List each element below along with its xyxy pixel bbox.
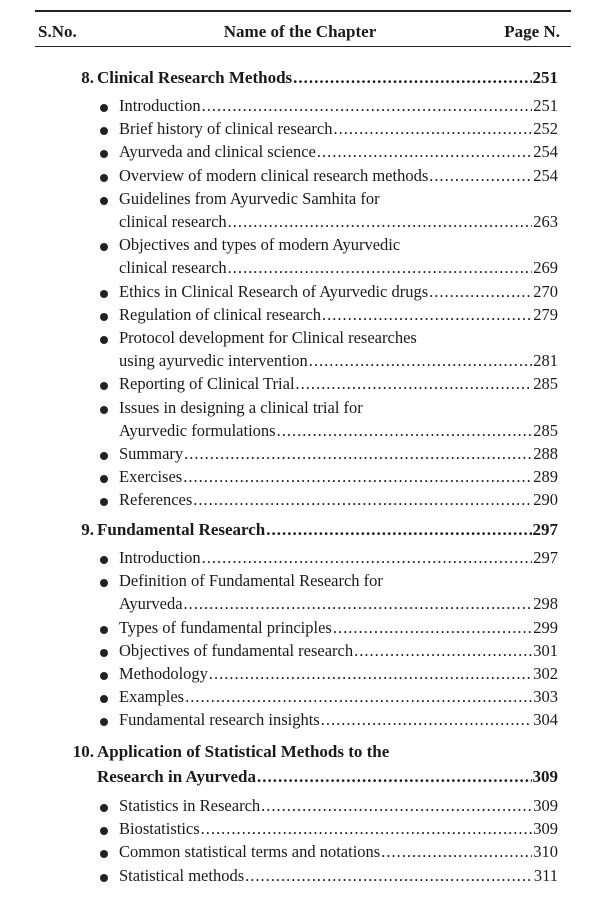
toc-entry-line[interactable] <box>119 641 558 661</box>
toc-entry[interactable] <box>0 618 600 641</box>
toc-entry-line[interactable] <box>119 710 558 730</box>
toc-entry-text: Statistical methods <box>119 865 245 885</box>
toc-entry-text: clinical research <box>119 212 227 231</box>
toc-entry[interactable] <box>0 398 600 421</box>
leader-dots <box>317 142 532 162</box>
toc-entry-text: Definition of Fundamental Research for <box>119 571 383 591</box>
toc-entry-page: 279 <box>533 304 558 324</box>
leader-dots <box>266 520 531 540</box>
leader-dots <box>261 796 532 816</box>
toc-entry-line[interactable] <box>119 258 558 278</box>
toc-entry-text: Overview of modern clinical research methods <box>119 165 429 185</box>
toc-entry-page: 251 <box>533 96 558 115</box>
rule-top <box>35 10 571 12</box>
toc-entry-text: Ayurveda and clinical science <box>119 142 316 162</box>
bullet-icon <box>100 336 108 344</box>
chapter-title[interactable] <box>97 68 558 88</box>
toc-entry[interactable] <box>0 212 600 235</box>
bullet-icon <box>100 313 108 321</box>
toc-entry[interactable] <box>0 819 600 842</box>
toc-entry-line[interactable] <box>119 189 558 209</box>
toc-entry-text: Issues in designing a clinical trial for <box>119 397 363 417</box>
chapter-page-number: 251 <box>532 68 558 87</box>
leader-dots <box>202 96 533 116</box>
bullet-icon <box>100 695 108 703</box>
bullet-icon <box>100 626 108 634</box>
toc-entry[interactable] <box>0 467 600 490</box>
leader-dots <box>322 305 532 325</box>
toc-entry-text: Ethics in Clinical Research of Ayurvedic drugs <box>119 281 429 301</box>
toc-entry-page: 288 <box>533 444 558 463</box>
toc-entry-line[interactable] <box>119 467 558 487</box>
toc-entry[interactable] <box>0 374 600 397</box>
toc-entry[interactable] <box>0 594 600 617</box>
bullet-icon <box>100 718 108 726</box>
leader-dots <box>429 282 532 302</box>
toc-entry-page: 285 <box>533 420 558 440</box>
toc-entry-page: 289 <box>533 467 558 487</box>
toc-entry-page: 270 <box>533 281 558 301</box>
chapter-title[interactable] <box>97 520 558 540</box>
bullet-icon <box>100 406 108 414</box>
leader-dots <box>354 641 532 661</box>
toc-entry-text: Guidelines from Ayurvedic Samhita for <box>119 188 380 208</box>
toc-entry-text: Exercises <box>119 467 183 487</box>
toc-entry-page: 285 <box>533 374 558 394</box>
bullet-icon <box>100 104 108 112</box>
toc-entry-page: 298 <box>533 594 558 614</box>
bullet-icon <box>100 174 108 182</box>
toc-entry-line[interactable] <box>119 421 558 441</box>
toc-entry[interactable] <box>0 96 600 119</box>
toc-entry-line[interactable] <box>119 664 558 684</box>
toc-entry-line[interactable] <box>119 796 558 816</box>
toc-entry-text: using ayurvedic intervention <box>119 351 308 371</box>
toc-entry[interactable] <box>0 866 600 889</box>
toc-entry-page: 304 <box>533 710 558 730</box>
bullet-icon <box>100 243 108 251</box>
bullet-icon <box>100 804 108 812</box>
toc-entry-line[interactable] <box>119 571 558 591</box>
bullet-icon <box>100 649 108 657</box>
leader-dots <box>209 664 532 684</box>
toc-entry-line[interactable] <box>119 866 558 886</box>
leader-dots <box>293 68 531 88</box>
bullet-icon <box>100 290 108 298</box>
toc-entry-text: Reporting of Clinical Trial <box>119 374 295 394</box>
chapter-title-text: Fundamental Research <box>97 520 266 539</box>
toc-entry[interactable] <box>0 796 600 819</box>
toc-entry-line[interactable] <box>119 282 558 302</box>
toc-entry-page: 254 <box>533 142 558 162</box>
chapter-page-number: 309 <box>532 767 558 786</box>
toc-entry[interactable] <box>0 490 600 513</box>
toc-entry-page: 281 <box>533 351 558 371</box>
toc-entry-page: 311 <box>533 865 558 885</box>
leader-dots <box>184 594 533 614</box>
leader-dots <box>321 710 533 730</box>
leader-dots <box>183 467 532 487</box>
toc-entry[interactable] <box>0 641 600 664</box>
chapter-number-text: 10. <box>72 742 94 761</box>
header-page: Page N. <box>504 22 560 41</box>
toc-entry-page: 302 <box>533 664 558 683</box>
toc-entry[interactable] <box>0 548 600 571</box>
leader-dots <box>309 351 532 371</box>
toc-entry-line[interactable] <box>119 142 558 162</box>
bullet-icon <box>100 127 108 135</box>
toc-entry-page: 254 <box>533 165 558 185</box>
bullet-icon <box>100 874 108 882</box>
toc-entry-line[interactable] <box>119 374 558 394</box>
toc-entry-line[interactable] <box>119 687 558 707</box>
chapter-title[interactable] <box>97 767 558 787</box>
toc-entry[interactable] <box>0 351 600 374</box>
leader-dots <box>184 444 532 464</box>
toc-entry[interactable] <box>0 842 600 865</box>
toc-entry-text: Brief history of clinical research <box>119 119 333 139</box>
leader-dots <box>185 687 532 707</box>
toc-entry-text: Objectives and types of modern Ayurvedic <box>119 235 401 255</box>
toc-entry-line[interactable] <box>119 819 558 839</box>
toc-entry-text: clinical research <box>119 258 227 278</box>
toc-entry[interactable] <box>0 571 600 594</box>
toc-entry-line[interactable] <box>119 351 558 371</box>
toc-entry-line[interactable] <box>119 235 558 255</box>
toc-entry-line[interactable] <box>119 444 558 464</box>
leader-dots <box>257 767 532 787</box>
toc-entry-text: Types of fundamental principles <box>119 617 332 637</box>
bullet-icon <box>100 382 108 390</box>
toc-entry[interactable] <box>0 421 600 444</box>
bullet-icon <box>100 197 108 205</box>
toc-entry-line[interactable] <box>119 119 558 139</box>
toc-entry-line[interactable] <box>119 328 558 348</box>
header-sno: S.No. <box>38 22 77 41</box>
toc-entry-text: Introduction <box>119 96 201 115</box>
toc-entry-page: 263 <box>533 212 558 231</box>
leader-dots <box>296 374 533 394</box>
bullet-icon <box>100 827 108 835</box>
toc-entry-page: 299 <box>533 617 558 637</box>
toc-entry-line[interactable] <box>119 398 558 418</box>
leader-dots <box>202 548 533 568</box>
toc-entry[interactable] <box>0 305 600 328</box>
toc-entry-text: Ayurvedic formulations <box>119 420 276 440</box>
bullet-icon <box>100 452 108 460</box>
leader-dots <box>201 819 533 839</box>
toc-entry[interactable] <box>0 687 600 710</box>
leader-dots <box>228 212 533 232</box>
toc-entry-line[interactable] <box>119 842 558 862</box>
toc-entry[interactable] <box>0 166 600 189</box>
toc-entry-text: Statistics in Research <box>119 796 261 815</box>
leader-dots <box>429 166 532 186</box>
toc-entry[interactable] <box>0 444 600 467</box>
toc-entry-text: Protocol development for Clinical researches <box>119 328 417 347</box>
toc-entry-page: 290 <box>533 490 558 510</box>
chapter-page-number: 297 <box>532 520 558 539</box>
toc-entry-text: Introduction <box>119 548 201 567</box>
leader-dots <box>277 421 533 441</box>
toc-entry-line[interactable] <box>119 166 558 186</box>
toc-entry[interactable] <box>0 119 600 142</box>
toc-entry-text: Biostatistics <box>119 819 200 839</box>
toc-entry-line[interactable] <box>119 96 558 116</box>
toc-entry[interactable] <box>0 710 600 733</box>
toc-entry-page: 303 <box>533 687 558 707</box>
leader-dots <box>381 842 532 862</box>
toc-entry[interactable] <box>0 664 600 687</box>
leader-dots <box>334 119 533 139</box>
toc-entry-text: References <box>119 490 193 510</box>
rule-header-bottom <box>35 46 571 47</box>
toc-entry-line[interactable] <box>119 490 558 510</box>
toc-entry-text: Fundamental research insights <box>119 710 320 730</box>
chapter-title-text: Application of Statistical Methods to the <box>97 742 390 761</box>
toc-entry-text: Common statistical terms and notations <box>119 842 381 862</box>
leader-dots <box>193 490 532 510</box>
toc-entry-text: Summary <box>119 444 184 463</box>
bullet-icon <box>100 672 108 680</box>
toc-entry[interactable] <box>0 235 600 258</box>
bullet-icon <box>100 850 108 858</box>
toc-entry-page: 297 <box>533 548 558 567</box>
leader-dots <box>228 258 533 278</box>
leader-dots <box>245 866 533 886</box>
toc-entry-line[interactable] <box>119 594 558 614</box>
chapter-number-text: 9. <box>81 520 94 539</box>
chapter-number-text: 8. <box>81 68 94 87</box>
chapter-title-text: Clinical Research Methods <box>97 68 293 87</box>
toc-entry[interactable] <box>0 142 600 165</box>
bullet-icon <box>100 556 108 564</box>
bullet-icon <box>100 579 108 587</box>
toc-entry[interactable] <box>0 282 600 305</box>
toc-entry-page: 309 <box>533 819 558 839</box>
toc-entry-page: 269 <box>533 258 558 278</box>
toc-entry-text: Ayurveda <box>119 594 183 614</box>
toc-entry-page: 252 <box>533 119 558 139</box>
toc-entry-text: Regulation of clinical research <box>119 304 322 324</box>
leader-dots <box>333 618 532 638</box>
toc-entry-line[interactable] <box>119 305 558 325</box>
toc-entry-page: 310 <box>533 842 558 862</box>
toc-entry-line[interactable] <box>119 618 558 638</box>
toc-entry[interactable] <box>0 328 600 351</box>
bullet-icon <box>100 498 108 506</box>
toc-entry-line[interactable] <box>119 548 558 568</box>
toc-entry-text: Methodology <box>119 664 208 683</box>
toc-entry-text: Objectives of fundamental research <box>119 640 354 660</box>
toc-entry[interactable] <box>0 189 600 212</box>
toc-entry-line[interactable] <box>119 212 558 232</box>
toc-entry-page: 301 <box>533 640 558 660</box>
toc-entry-page: 309 <box>533 796 558 815</box>
header-chapter-name: Name of the Chapter <box>223 22 377 41</box>
toc-entry[interactable] <box>0 258 600 281</box>
toc-entry-text: Examples <box>119 687 185 707</box>
chapter-title-text: Research in Ayurveda <box>97 767 256 786</box>
bullet-icon <box>100 475 108 483</box>
bullet-icon <box>100 150 108 158</box>
